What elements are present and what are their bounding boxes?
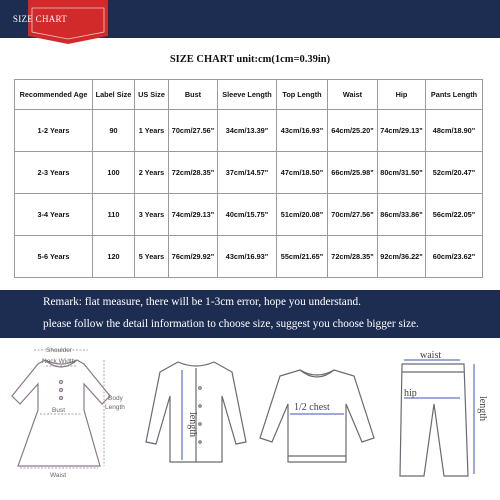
dress-neck-label: Neck Width xyxy=(42,358,76,365)
header-cell: Hip xyxy=(378,80,426,110)
dress-measure-diagram xyxy=(0,338,140,500)
table-header-row xyxy=(15,80,483,110)
table-cell: 43cm/16.93" xyxy=(277,110,328,152)
table-cell: 80cm/31.50" xyxy=(378,152,426,194)
header-cell: Recommended Age xyxy=(15,80,93,110)
table-cell: 2-3 Years xyxy=(15,152,93,194)
table-cell: 1-2 Years xyxy=(15,110,93,152)
table-cell: 1 Years xyxy=(135,110,169,152)
sweater-measure-diagram xyxy=(250,338,380,500)
table-cell: 52cm/20.47" xyxy=(426,152,483,194)
header-cell: Top Length xyxy=(277,80,328,110)
dress-length-label: Length xyxy=(105,404,125,411)
table-cell: 55cm/21.65" xyxy=(277,236,328,278)
table-cell: 90 xyxy=(93,110,135,152)
table-cell: 56cm/22.05" xyxy=(426,194,483,236)
table-cell: 3-4 Years xyxy=(15,194,93,236)
table-cell: 48cm/18.90" xyxy=(426,110,483,152)
table-cell: 40cm/15.75" xyxy=(218,194,277,236)
table-cell: 2 Years xyxy=(135,152,169,194)
shirt-measure-diagram xyxy=(140,338,250,500)
badge-label: SIZE CHART xyxy=(12,14,68,24)
pants-waist-label: waist xyxy=(420,350,442,361)
remark-line-1: Remark: flat measure, there will be 1-3cm error, hope you understand. xyxy=(43,296,361,308)
table-row xyxy=(15,236,483,278)
table-cell: 60cm/23.62" xyxy=(426,236,483,278)
table-cell: 70cm/27.56" xyxy=(169,110,218,152)
table-cell: 3 Years xyxy=(135,194,169,236)
header-cell: Pants Length xyxy=(426,80,483,110)
table-cell: 92cm/36.22" xyxy=(378,236,426,278)
header-cell: Bust xyxy=(169,80,218,110)
table-cell: 110 xyxy=(93,194,135,236)
table-cell: 76cm/29.92" xyxy=(169,236,218,278)
table-cell: 72cm/28.35" xyxy=(169,152,218,194)
table-cell: 43cm/16.93" xyxy=(218,236,277,278)
remark-line-2: please follow the detail information to choose size, suggest you choose bigger size. xyxy=(43,318,419,330)
table-cell: 120 xyxy=(93,236,135,278)
table-cell: 74cm/29.13" xyxy=(378,110,426,152)
sweater-chest-label: 1/2 chest xyxy=(294,402,330,413)
dress-bust-label: Bust xyxy=(52,407,66,414)
dress-shoulder-label: Shoulder xyxy=(46,347,73,354)
table-cell: 5-6 Years xyxy=(15,236,93,278)
size-table xyxy=(14,79,483,278)
table-cell: 100 xyxy=(93,152,135,194)
pants-measure-diagram xyxy=(380,338,500,500)
table-row xyxy=(15,152,483,194)
table-cell: 5 Years xyxy=(135,236,169,278)
table-cell: 37cm/14.57" xyxy=(218,152,277,194)
header-cell: Label Size xyxy=(93,80,135,110)
table-cell: 51cm/20.08" xyxy=(277,194,328,236)
table-cell: 70cm/27.56" xyxy=(328,194,378,236)
table-cell: 47cm/18.50" xyxy=(277,152,328,194)
table-cell: 64cm/25.20" xyxy=(328,110,378,152)
pants-hip-label: hip xyxy=(404,388,417,399)
dress-waist-label: Waist xyxy=(50,472,67,479)
table-cell: 86cm/33.86" xyxy=(378,194,426,236)
table-row xyxy=(15,194,483,236)
page-title: SIZE CHART unit:cm(1cm=0.39in) xyxy=(169,54,331,65)
table-cell: 34cm/13.39" xyxy=(218,110,277,152)
table-row xyxy=(15,110,483,152)
pants-length-label: length xyxy=(477,396,488,421)
table-cell: 74cm/29.13" xyxy=(169,194,218,236)
table-cell: 72cm/28.35" xyxy=(328,236,378,278)
dress-body-label: Body xyxy=(108,395,123,402)
header-cell: US Size xyxy=(135,80,169,110)
table-cell: 66cm/25.98" xyxy=(328,152,378,194)
header-cell: Sleeve Length xyxy=(218,80,277,110)
shirt-length-label: length xyxy=(187,412,198,437)
header-cell: Waist xyxy=(328,80,378,110)
